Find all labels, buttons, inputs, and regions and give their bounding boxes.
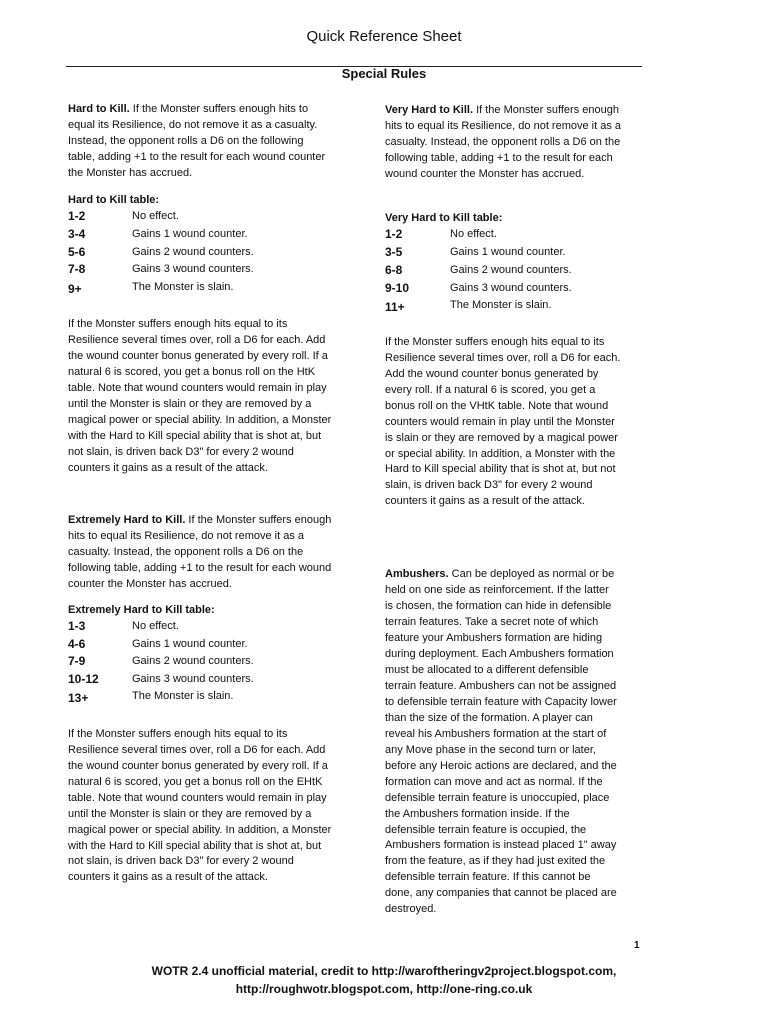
htk-para-line: Resilience several times over, roll a D6 for each. Add xyxy=(68,334,326,346)
vhtk-intro-line: Very Hard to Kill. If the Monster suffers enough xyxy=(385,104,619,116)
ambushers-line: must be allocated to a different defensible xyxy=(385,664,589,676)
roll-value: 9+ xyxy=(68,282,82,296)
vhtk-heading: Very Hard to Kill. xyxy=(385,104,474,116)
page-number: 1 xyxy=(634,940,640,951)
vhtk-para-line: Hard to Kill special ability that is shot at, but not xyxy=(385,463,616,475)
document-title: Quick Reference Sheet xyxy=(306,28,462,45)
roll-value: 5-6 xyxy=(68,245,86,259)
roll-result: Gains 2 wound counters. xyxy=(450,264,572,276)
roll-value: 10-12 xyxy=(68,672,99,686)
ehtk-para-line: not slain, is driven back D3" for every 2 wound xyxy=(68,855,294,867)
htk-para-line: table. Note that wound counters would remain in play xyxy=(68,382,327,394)
roll-value: 7-8 xyxy=(68,262,86,276)
roll-value: 1-3 xyxy=(68,619,86,633)
roll-result: Gains 3 wound counters. xyxy=(132,673,254,685)
htk-intro-line: Hard to Kill. If the Monster suffers enough hits to xyxy=(68,103,309,115)
vhtk-intro-line: following table, adding +1 to the result for each xyxy=(385,152,613,164)
htk-para-line: until the Monster is slain or they are removed by a xyxy=(68,398,312,410)
htk-para-line: the wound counter bonus generated by every roll. If a xyxy=(68,350,328,362)
ehtk-table-title: Extremely Hard to Kill table: xyxy=(68,604,215,616)
vhtk-para-line: Resilience several times over, roll a D6 for each. xyxy=(385,352,621,364)
vhtk-para-line: is slain or they are removed by a magical power xyxy=(385,432,618,444)
ambushers-line: defensible terrain feature is occupied, the xyxy=(385,824,587,836)
vhtk-para-line: If the Monster suffers enough hits equal to its xyxy=(385,336,605,348)
roll-result: No effect. xyxy=(132,620,179,632)
roll-value: 4-6 xyxy=(68,637,86,651)
roll-result: Gains 1 wound counter. xyxy=(450,246,566,258)
htk-para-line: not slain, is driven back D3" for every 2 wound xyxy=(68,446,294,458)
ambushers-line: during deployment. Each Ambushers formation xyxy=(385,648,614,660)
htk-table-title: Hard to Kill table: xyxy=(68,194,160,206)
vhtk-intro-line: wound counter the Monster has accrued. xyxy=(385,168,585,180)
htk-para-line: magical power or special ability. In addition, a Monster xyxy=(68,414,332,426)
ehtk-intro-line: following table, adding +1 to the result for each wound xyxy=(68,562,332,574)
ambushers-line: defensible terrain feature is unoccupied, place xyxy=(385,792,610,804)
roll-value: 3-4 xyxy=(68,227,86,241)
roll-result: Gains 3 wound counters. xyxy=(132,263,254,275)
roll-result: No effect. xyxy=(450,228,497,240)
ambushers-line: defensible terrain feature. If this cannot be xyxy=(385,871,591,883)
vhtk-para-line: bonus roll on the VHtK table. Note that wound xyxy=(385,400,609,412)
htk-heading: Hard to Kill. xyxy=(68,103,130,115)
ambushers-line: formation can move and act as normal. If the xyxy=(385,776,603,788)
ehtk-para-line: the wound counter bonus generated by every roll. If a xyxy=(68,760,328,772)
vhtk-intro-line: casualty. Instead, the opponent rolls a D6 on the xyxy=(385,136,621,148)
roll-value: 13+ xyxy=(68,691,89,705)
ambushers-line: the Ambushers formation inside. If the xyxy=(385,808,570,820)
vhtk-intro-line: hits to equal its Resilience, do not remove it as a xyxy=(385,120,622,132)
roll-result: The Monster is slain. xyxy=(450,299,552,311)
footer-credit-line: WOTR 2.4 unofficial material, credit to http://waroftheringv2project.blogspot.com, xyxy=(151,964,617,978)
htk-intro-line: table, adding +1 to the result for each wound counter xyxy=(68,151,326,163)
ehtk-para-line: table. Note that wound counters would remain in play xyxy=(68,792,327,804)
ambushers-line: done, any companies that cannot be placed are xyxy=(385,887,617,899)
htk-intro-line: equal its Resilience, do not remove it as a casualty. xyxy=(68,119,318,131)
ambushers-line: held on one side as reinforcement. If the latter xyxy=(385,584,609,596)
roll-value: 1-2 xyxy=(68,209,86,223)
vhtk-para-line: counters would remain in play until the Monster xyxy=(385,416,615,428)
htk-para-line: If the Monster suffers enough hits equal to its xyxy=(68,318,288,330)
ehtk-heading: Extremely Hard to Kill. xyxy=(68,514,186,526)
vhtk-table-title: Very Hard to Kill table: xyxy=(385,212,503,224)
roll-value: 1-2 xyxy=(385,227,403,241)
vhtk-para-line: counters it gains as a result of the attack. xyxy=(385,495,585,507)
vhtk-para-line: or special ability. In addition, a Monster with the xyxy=(385,448,616,460)
ehtk-intro-line: Extremely Hard to Kill. If the Monster suffers enough xyxy=(68,514,332,526)
ambushers-heading: Ambushers. xyxy=(385,568,449,580)
ambushers-line: feature your Ambushers formation are hiding xyxy=(385,632,603,644)
section-heading: Special Rules xyxy=(341,66,427,81)
ambushers-line: than the size of the formation. A player can xyxy=(385,712,593,724)
ambushers-line: to defensible terrain feature with Capacity lower xyxy=(385,696,617,708)
ehtk-intro-line: casualty. Instead, the opponent rolls a D6 on the xyxy=(68,546,304,558)
roll-result: The Monster is slain. xyxy=(132,281,234,293)
ambushers-line: destroyed. xyxy=(385,903,437,915)
ambushers-line: terrain features. Take a secret note of which xyxy=(385,616,599,628)
ambushers-line: terrain feature. Ambushers can not be assigned xyxy=(385,680,617,692)
roll-result: Gains 2 wound counters. xyxy=(132,246,254,258)
roll-value: 7-9 xyxy=(68,654,86,668)
vhtk-para-line: slain, is driven back D3" for every 2 wound xyxy=(385,479,593,491)
ehtk-para-line: magical power or special ability. In addition, a Monster xyxy=(68,824,332,836)
ehtk-para-line: with the Hard to Kill special ability that is shot at, but xyxy=(68,840,322,852)
roll-value: 11+ xyxy=(385,300,405,314)
ambushers-line: from the feature, as if they had just exited the xyxy=(385,855,606,867)
ehtk-para-line: until the Monster is slain or they are removed by a xyxy=(68,808,312,820)
htk-para-line: counters it gains as a result of the attack. xyxy=(68,462,268,474)
roll-value: 9-10 xyxy=(385,281,410,295)
ehtk-para-line: If the Monster suffers enough hits equal to its xyxy=(68,728,288,740)
htk-para-line: natural 6 is scored, you get a bonus roll on the HtK xyxy=(68,366,316,378)
roll-result: Gains 3 wound counters. xyxy=(450,282,572,294)
roll-result: Gains 2 wound counters. xyxy=(132,655,254,667)
vhtk-para-line: every roll. If a natural 6 is scored, you get a xyxy=(385,384,596,396)
footer-links-line: http://roughwotr.blogspot.com, http://one-ring.co.uk xyxy=(235,982,533,996)
roll-result: The Monster is slain. xyxy=(132,690,234,702)
roll-result: Gains 1 wound counter. xyxy=(132,638,248,650)
roll-result: No effect. xyxy=(132,210,179,222)
ehtk-para-line: counters it gains as a result of the attack. xyxy=(68,871,268,883)
htk-intro-line: Instead, the opponent rolls a D6 on the following xyxy=(68,135,304,147)
roll-result: Gains 1 wound counter. xyxy=(132,228,248,240)
vhtk-para-line: Add the wound counter bonus generated by xyxy=(385,368,599,380)
ambushers-line: Ambushers formation is instead placed 1" away xyxy=(385,839,617,851)
ehtk-para-line: Resilience several times over, roll a D6 for each. Add xyxy=(68,744,326,756)
ehtk-para-line: natural 6 is scored, you get a bonus roll on the EHtK xyxy=(68,776,323,788)
roll-value: 6-8 xyxy=(385,263,403,277)
ambushers-line: is chosen, the formation can hide in defensible xyxy=(385,600,612,612)
ambushers-line: Ambushers. Can be deployed as normal or be xyxy=(385,568,615,580)
htk-para-line: with the Hard to Kill special ability that is shot at, but xyxy=(68,430,322,442)
ambushers-line: any Move phase in the second turn or later, xyxy=(385,744,596,756)
ambushers-line: before any Heroic actions are declared, and the xyxy=(385,760,617,772)
roll-value: 3-5 xyxy=(385,245,403,259)
ambushers-line: reveal his Ambushers formation at the start of xyxy=(385,728,607,740)
ehtk-intro-line: hits to equal its Resilience, do not remove it as a xyxy=(68,530,305,542)
htk-intro-line: the Monster has accrued. xyxy=(68,167,193,179)
ehtk-intro-line: counter the Monster has accrued. xyxy=(68,578,232,590)
